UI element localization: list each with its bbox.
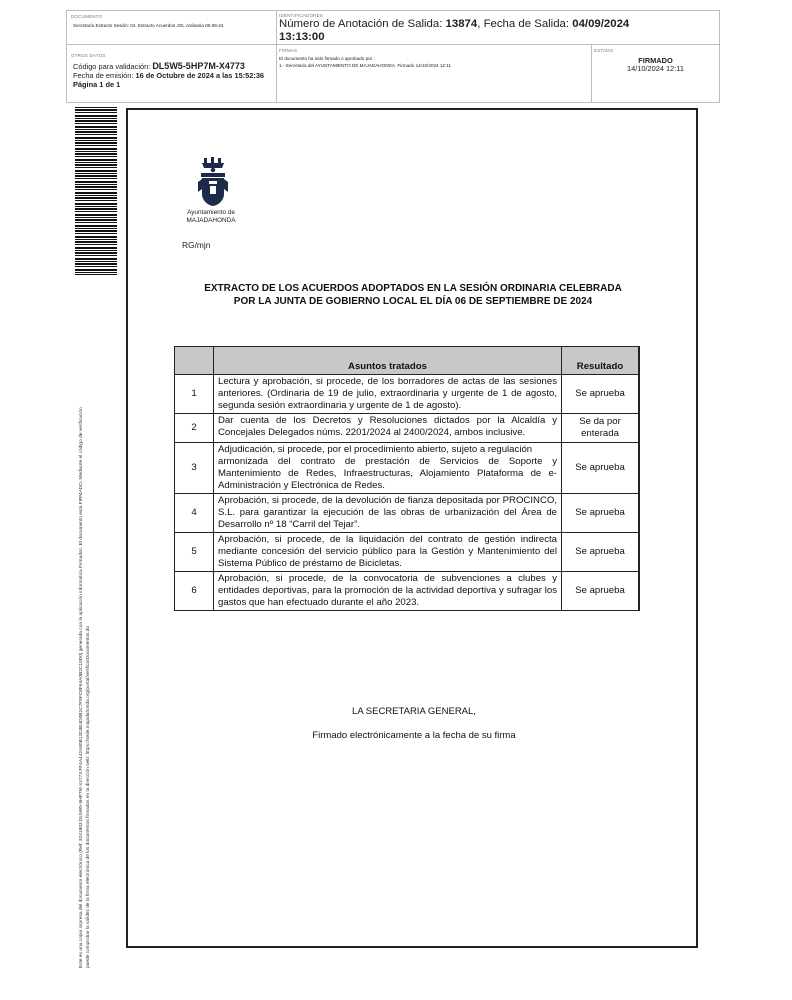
table-row — [175, 443, 640, 494]
barcode — [75, 107, 117, 275]
documento-value: Secretaría Extracto Sesión: 04. Extracto Acuerdos JGL ordinaria 06-09-24 — [73, 23, 224, 28]
identificadores-label: IDENTIFICADORES — [279, 13, 324, 18]
table-row — [175, 533, 640, 572]
signature-note: Firmado electrónicamente a la fecha de su firma — [312, 730, 516, 741]
firmas-label: FIRMAS — [279, 48, 298, 53]
documento-label: DOCUMENTO — [71, 14, 103, 19]
otros-datos-cell — [67, 45, 277, 102]
verification-side-text: Este es una copia impresa del documento electrónico (Ref: 3241803 DL5W5-5HP7M-X4773 FF4A442A80B12D3E4D0B1C7F9FC8F64A0B2C10D0) generada con la aplicación informática Firmadoc. El documento está FIRMADO. Mediante el código de verificación puede comprobar la validez de la firma electrónica de los documentos firmados en la dirección web: https://sede.majadahonda.org/portal/verificarDocumentos.do — [79, 407, 91, 968]
firmas-line1: El documento ha sido firmado o aprobado por : — [279, 56, 375, 61]
row-result: Se aprueba — [562, 375, 640, 414]
signature-role: LA SECRETARIA GENERAL, — [352, 706, 476, 717]
identificadores-cell — [277, 11, 719, 45]
row-description: Adjudicación, si procede, por el procedimiento abierto, sujeto a regulación armonizada del contrato de prestación de Servicios de Soporte y Mantenimiento de Redes, Infraestructuras, Alojamiento Plataforma de e-Administración y Electrónica de Redes. — [214, 443, 562, 494]
row-result: Se aprueba — [562, 572, 640, 611]
firmas-cell — [277, 45, 592, 102]
pagina: Página 1 de 1 — [73, 80, 121, 89]
codigo-value: DL5W5-5HP7M-X4773 — [152, 61, 245, 71]
estado-label: ESTADO — [594, 48, 614, 53]
table-row — [175, 414, 640, 443]
firmas-line2: 1.- Secretaria del AYUNTAMIENTO DE MAJADAHONDA. Firmado 14/10/2024 12:11 — [279, 63, 451, 68]
row-description: Lectura y aprobación, si procede, de los borradores de actas de las sesiones anteriores. (Ordinaria de 19 de julio, extraordinaria y urgente de 1 de agosto, segunda sesión extraordinaria y urgente de 1 de agosto). — [214, 375, 562, 414]
row-description: Dar cuenta de los Decretos y Resoluciones dictados por la Alcaldía y Concejales Delegados núms. 2201/2024 al 2400/2024, ambos inclusive. — [214, 414, 562, 443]
row-result: Se aprueba — [562, 443, 640, 494]
row-number: 3 — [175, 443, 214, 494]
estado-fecha: 14/10/2024 12:11 — [627, 64, 684, 73]
row-number: 6 — [175, 572, 214, 611]
row-description: Aprobación, si procede, de la convocatoria de subvenciones a clubes y entidades deportivas, para la promoción de la actividad deportiva y sufragar los gastos que han efectuado durante el año 2023. — [214, 572, 562, 611]
header-num — [175, 347, 214, 375]
documento-cell — [67, 11, 277, 45]
table-row — [175, 572, 640, 611]
row-number: 1 — [175, 375, 214, 414]
row-description: Aprobación, si procede, de la liquidación del contrato de gestión indirecta mediante concesión del servicio público para la Gestión y Mantenimiento del Sistema Público de préstamo de Bicicletas. — [214, 533, 562, 572]
otros-datos-label: OTROS DATOS — [71, 53, 106, 58]
estado-cell — [592, 45, 719, 102]
row-number: 2 — [175, 414, 214, 443]
header-asuntos: Asuntos tratados — [214, 347, 562, 375]
logo-text: Ayuntamiento de MAJADAHONDA — [186, 209, 236, 224]
row-result: Se da por enterada — [562, 414, 640, 443]
estado-value: FIRMADO — [638, 56, 673, 65]
row-number: 5 — [175, 533, 214, 572]
reference-initials: RG/mjn — [182, 240, 211, 250]
fecha-emision: Fecha de emisión: 16 de Octubre de 2024 a las 15:52:36 — [73, 71, 265, 80]
asuntos-table — [174, 346, 640, 611]
table-header-row — [175, 347, 640, 375]
header-resultado: Resultado — [562, 347, 640, 375]
row-description: Aprobación, si procede, de la devolución de fianza depositada por PROCINCO, S.L. para garantizar la ejecución de las obras de urbanización del Área de Desarrollo nº 18 “Carril del Tejar”. — [214, 494, 562, 533]
anotacion-salida: Número de Anotación de Salida: 13874, Fecha de Salida: 04/09/2024 13:13:00 — [279, 18, 630, 43]
table-row — [175, 375, 640, 414]
document-page — [126, 108, 698, 948]
row-result: Se aprueba — [562, 533, 640, 572]
table-row — [175, 494, 640, 533]
document-header — [66, 10, 720, 103]
row-number: 4 — [175, 494, 214, 533]
row-result: Se aprueba — [562, 494, 640, 533]
codigo-validacion: Código para validación: DL5W5-5HP7M-X4773 — [73, 61, 245, 71]
document-title: EXTRACTO DE LOS ACUERDOS ADOPTADOS EN LA SESIÓN ORDINARIA CELEBRADA POR LA JUNTA DE GOBIERNO LOCAL EL DÍA 06 DE SEPTIEMBRE DE 2024 — [204, 283, 622, 307]
